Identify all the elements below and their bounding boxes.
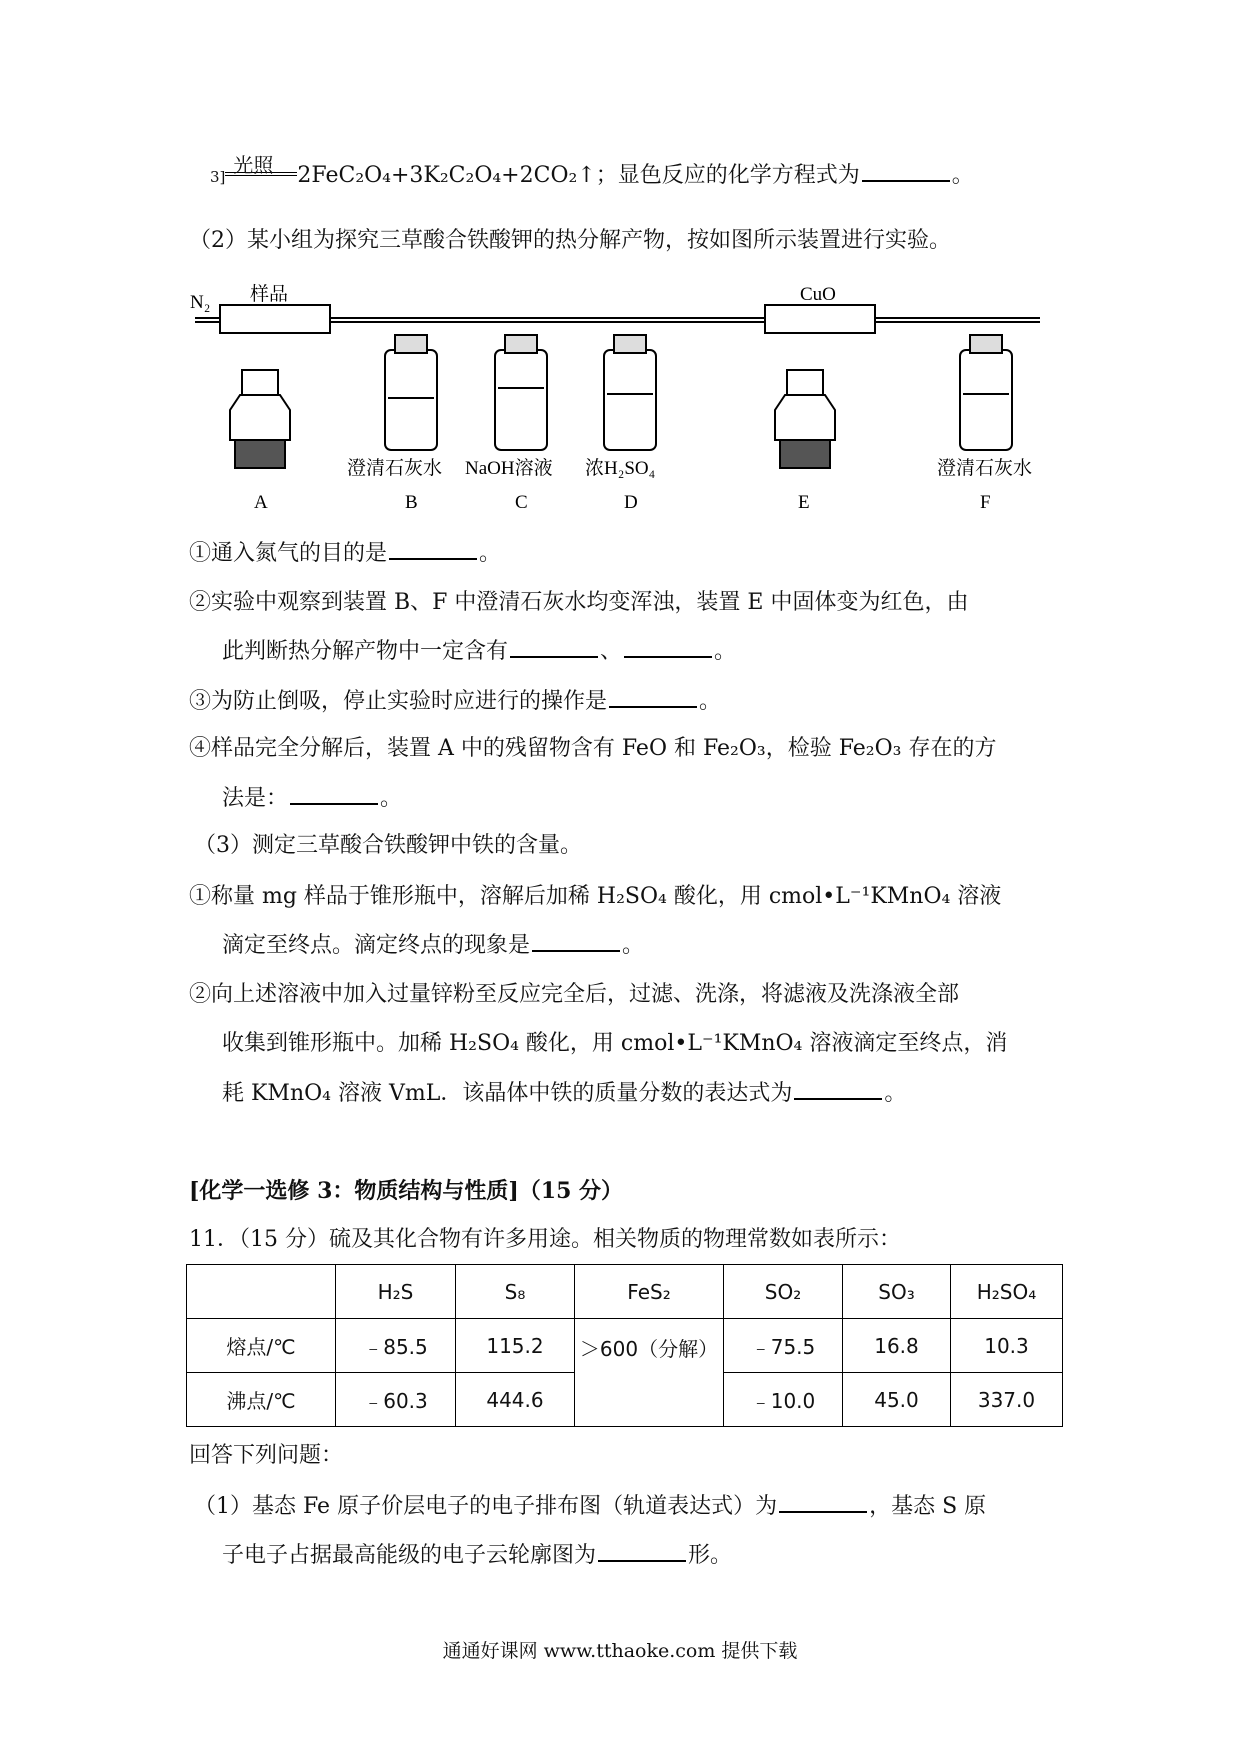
reaction-arrow <box>225 153 297 182</box>
answer-blank[interactable] <box>609 686 697 708</box>
text: 。 <box>479 541 502 566</box>
answer-blank[interactable] <box>510 636 598 658</box>
table-cell: 444.6 <box>456 1373 575 1427</box>
table-cell: ﹣75.5 <box>724 1319 843 1373</box>
question-2-1 <box>189 538 501 569</box>
question-3-2: ②向上述溶液中加入过量锌粉至反应完全后，过滤、洗涤，将滤液及洗涤液全部 <box>189 982 960 1007</box>
text: 2FeC₂O₄+3K₂C₂O₄+2CO₂↑；显色反应的化学方程式为 <box>297 163 860 188</box>
text: 法是： <box>222 786 289 811</box>
table-cell: 沸点/℃ <box>187 1373 336 1427</box>
text: 。 <box>622 933 645 958</box>
table-cell: 45.0 <box>843 1373 951 1427</box>
table-header <box>187 1265 336 1319</box>
table-header: SO₂ <box>724 1265 843 1319</box>
question-3-2-cont: 收集到锥形瓶中。加稀 H₂SO₄ 酸化，用 cmol•L⁻¹KMnO₄ 溶液滴定至终点，消 <box>222 1031 1008 1056</box>
answer-blank[interactable] <box>624 636 712 658</box>
page-footer: 通通好课网 www.tthaoke.com 提供下载 <box>442 1640 798 1662</box>
answer-blank[interactable] <box>862 160 950 182</box>
text: 3] <box>210 168 226 186</box>
answer-blank[interactable] <box>779 1491 867 1513</box>
text: ，基态 S 原 <box>869 1494 987 1519</box>
label-f: F <box>980 492 991 513</box>
reagent-f: 澄清石灰水 <box>937 458 1033 479</box>
text: 。 <box>380 786 403 811</box>
answer-prompt: 回答下列问题： <box>189 1443 344 1468</box>
label-d: D <box>624 492 638 513</box>
answer-blank[interactable] <box>532 930 620 952</box>
burner-a <box>230 370 290 468</box>
question-2-3 <box>189 686 721 717</box>
question-2-4-cont <box>222 783 402 814</box>
apparatus-diagram <box>190 280 1050 520</box>
reagent-b: 澄清石灰水 <box>347 458 443 479</box>
table-cell: 337.0 <box>951 1373 1063 1427</box>
text: （1）基态 Fe 原子价层电子的电子排布图（轨道表达式）为 <box>194 1494 778 1519</box>
text: 。 <box>714 639 737 664</box>
table-cell: ﹣60.3 <box>336 1373 456 1427</box>
burner-e <box>775 370 835 468</box>
question-11: 11．（15 分）硫及其化合物有许多用途。相关物质的物理常数如表所示： <box>189 1227 901 1252</box>
bottle-c <box>495 335 547 450</box>
question-3-intro: （3）测定三草酸合铁酸钾中铁的含量。 <box>194 833 582 858</box>
table-header: S₈ <box>456 1265 575 1319</box>
reagent-d: 浓H₂SO₄ <box>585 458 656 479</box>
answer-blank[interactable] <box>389 538 477 560</box>
table-cell: 115.2 <box>456 1319 575 1373</box>
table-cell: ﹣10.0 <box>724 1373 843 1427</box>
text: ③为防止倒吸，停止实验时应进行的操作是 <box>189 689 608 714</box>
cuo-label: CuO <box>800 284 836 305</box>
text: 。 <box>884 1081 907 1106</box>
table-header-row <box>187 1265 1063 1319</box>
text: 。 <box>951 163 974 188</box>
reaction-condition: 光照 <box>233 153 274 177</box>
text: 形。 <box>688 1543 733 1568</box>
text: 此判断热分解产物中一定含有 <box>222 639 509 664</box>
table-header: H₂S <box>336 1265 456 1319</box>
bottle-f <box>960 335 1012 450</box>
question-11-1-cont <box>222 1540 732 1571</box>
table-cell: 熔点/℃ <box>187 1319 336 1373</box>
table-header: H₂SO₄ <box>951 1265 1063 1319</box>
table-cell: ﹣85.5 <box>336 1319 456 1373</box>
label-b: B <box>405 492 418 513</box>
table-cell: 10.3 <box>951 1319 1063 1373</box>
text: 子电子占据最高能级的电子云轮廓图为 <box>222 1543 597 1568</box>
text: 滴定至终点。滴定终点的现象是 <box>222 933 531 958</box>
text: ①通入氮气的目的是 <box>189 541 388 566</box>
text: 、 <box>600 639 623 664</box>
question-3-1: ①称量 mg 样品于锥形瓶中，溶解后加稀 H₂SO₄ 酸化，用 cmol•L⁻¹KMnO₄ 溶液 <box>189 884 1002 909</box>
question-3-2-cont2 <box>222 1078 906 1109</box>
table-header: SO₃ <box>843 1265 951 1319</box>
sample-label: 样品 <box>250 284 289 305</box>
question-11-1 <box>194 1491 986 1522</box>
answer-blank[interactable] <box>598 1540 686 1562</box>
text: 。 <box>699 689 722 714</box>
table-cell: 16.8 <box>843 1319 951 1373</box>
answer-blank[interactable] <box>290 783 378 805</box>
question-3-1-cont <box>222 930 644 961</box>
text: 耗 KMnO₄ 溶液 VmL．该晶体中铁的质量分数的表达式为 <box>222 1081 793 1106</box>
question-2-2-cont <box>222 636 736 667</box>
table-row <box>187 1319 1063 1373</box>
label-c: C <box>515 492 528 513</box>
section-heading: [化学一选修 3：物质结构与性质]（15 分） <box>189 1178 624 1204</box>
reagent-c: NaOH溶液 <box>465 458 553 479</box>
bottle-b <box>385 335 437 450</box>
label-a: A <box>254 492 268 513</box>
equation-line <box>210 153 974 192</box>
question-2-intro: （2）某小组为探究三草酸合铁酸钾的热分解产物，按如图所示装置进行实验。 <box>189 228 951 253</box>
question-2-4: ④样品完全分解后，装置 A 中的残留物含有 FeO 和 Fe₂O₃，检验 Fe₂O₃ 存在的方 <box>189 736 997 761</box>
answer-blank[interactable] <box>794 1078 882 1100</box>
physical-constants-table <box>186 1264 1063 1427</box>
table-header: FeS₂ <box>575 1265 724 1319</box>
bottle-d <box>604 335 656 450</box>
n2-label: N₂ <box>190 292 211 313</box>
label-e: E <box>798 492 810 513</box>
table-cell: ＞600（分解） <box>575 1319 724 1427</box>
question-2-2: ②实验中观察到装置 B、F 中澄清石灰水均变浑浊，装置 E 中固体变为红色，由 <box>189 590 969 615</box>
